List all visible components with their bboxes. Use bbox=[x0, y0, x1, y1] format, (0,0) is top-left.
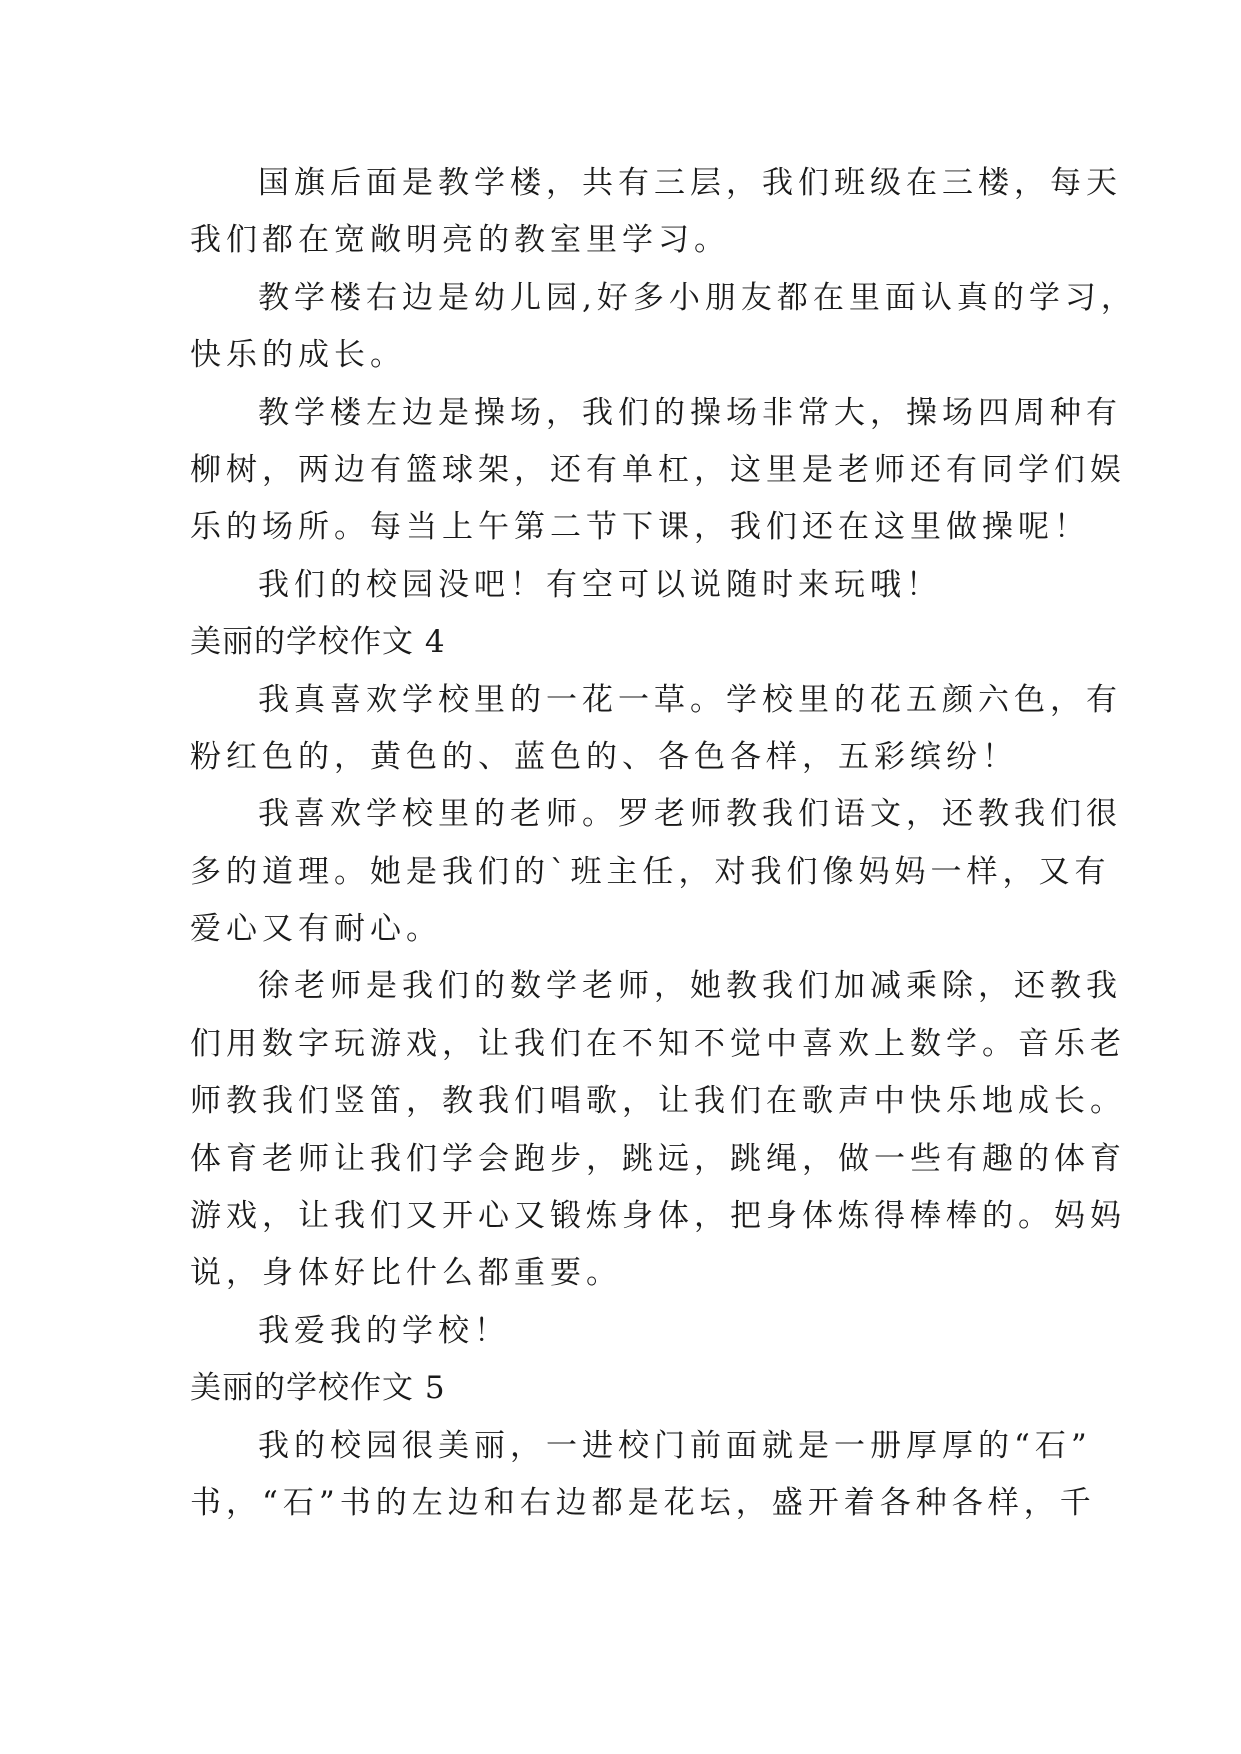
text-line: 我喜欢学校里的老师。罗老师教我们语文，还教我们很 bbox=[258, 796, 1122, 833]
text-line: 爱心又有耐心。 bbox=[190, 911, 442, 948]
text-line: 乐的场所。每当上午第二节下课，我们还在这里做操呢！ bbox=[190, 509, 1090, 546]
text-line: 教学楼左边是操场，我们的操场非常大，操场四周种有 bbox=[258, 394, 1122, 431]
text-line: 多的道理。她是我们的`班主任，对我们像妈妈一样，又有 bbox=[190, 853, 1111, 890]
text-line: 体育老师让我们学会跑步，跳远，跳绳，做一些有趣的体育 bbox=[190, 1140, 1126, 1177]
text-line: 我们都在宽敞明亮的教室里学习。 bbox=[190, 222, 730, 259]
text-line: 我真喜欢学校里的一花一草。学校里的花五颜六色，有 bbox=[258, 681, 1122, 718]
text-line: 徐老师是我们的数学老师，她教我们加减乘除，还教我 bbox=[258, 968, 1122, 1005]
text-line: 快乐的成长。 bbox=[190, 337, 406, 374]
text-line: 我爱我的学校！ bbox=[258, 1312, 510, 1349]
text-line: 游戏，让我们又开心又锻炼身体，把身体炼得棒棒的。妈妈 bbox=[190, 1198, 1126, 1235]
text-line: 们用数字玩游戏，让我们在不知不觉中喜欢上数学。音乐老 bbox=[190, 1025, 1126, 1062]
text-line: 我们的校园没吧！有空可以说随时来玩哦！ bbox=[258, 566, 942, 603]
text-line: 书，“石”书的左边和右边都是花坛，盛开着各种各样，千 bbox=[190, 1484, 1096, 1521]
document-body bbox=[190, 164, 1137, 1541]
section-heading: 美丽的学校作文 5 bbox=[190, 1370, 446, 1407]
text-line: 柳树，两边有篮球架，还有单杠，这里是老师还有同学们娱 bbox=[190, 451, 1126, 488]
text-line: 说，身体好比什么都重要。 bbox=[190, 1255, 622, 1292]
text-line: 国旗后面是教学楼，共有三层，我们班级在三楼，每天 bbox=[258, 165, 1122, 201]
text-line: 师教我们竖笛，教我们唱歌，让我们在歌声中快乐地成长。 bbox=[190, 1083, 1126, 1120]
section-heading: 美丽的学校作文 4 bbox=[190, 624, 446, 661]
text-line: 教学楼右边是幼儿园,好多小朋友都在里面认真的学习， bbox=[258, 279, 1137, 316]
text-line: 我的校园很美丽，一进校门前面就是一册厚厚的“石” bbox=[258, 1427, 1092, 1464]
text-line: 粉红色的，黄色的、蓝色的、各色各样，五彩缤纷！ bbox=[190, 738, 1018, 775]
